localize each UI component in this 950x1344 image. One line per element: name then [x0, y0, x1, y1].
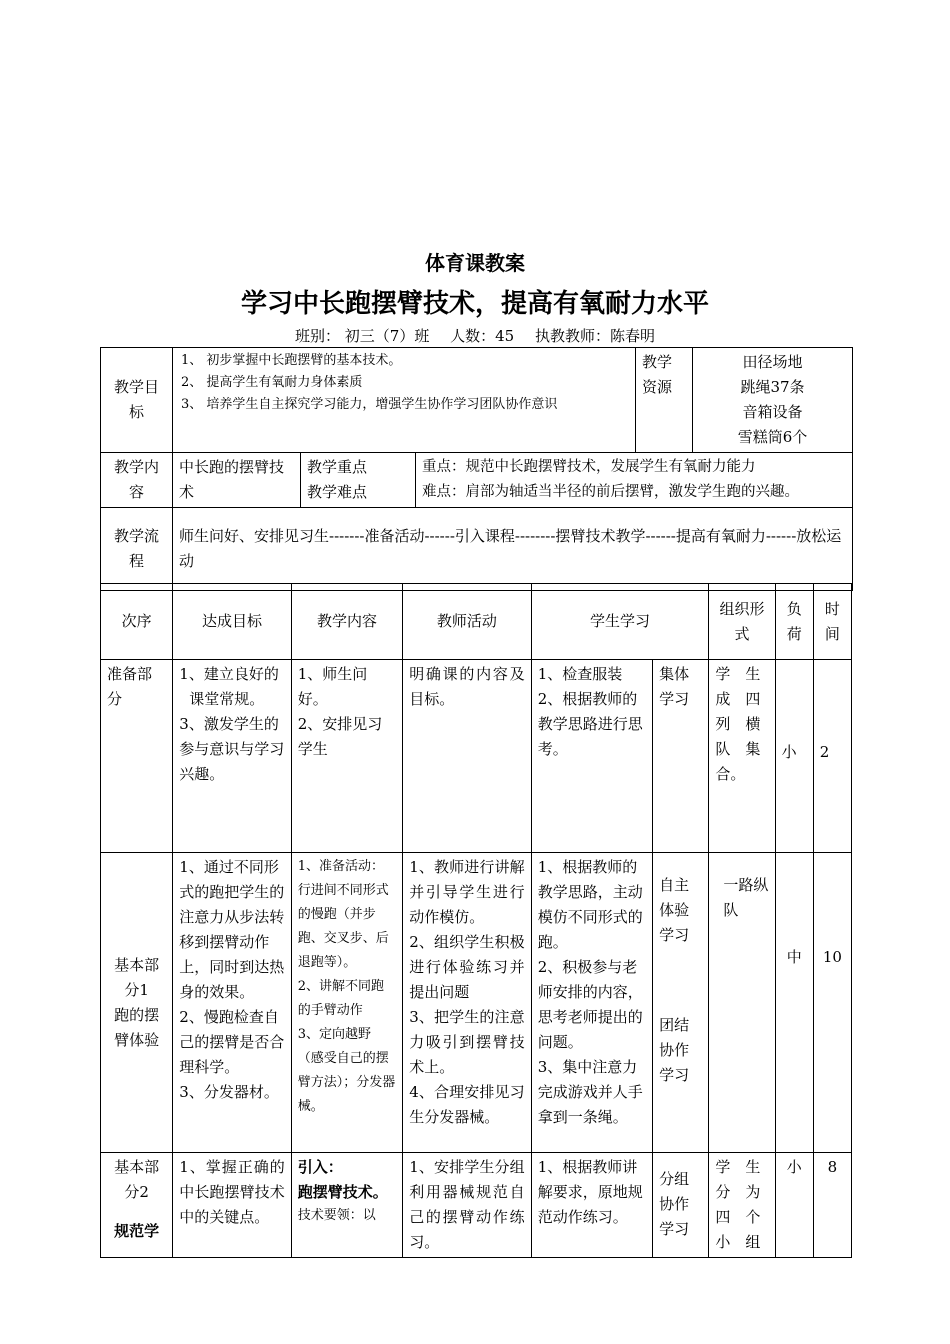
org-line: 成 四	[715, 690, 761, 708]
resource-item: 音箱设备	[742, 403, 803, 421]
teacher-line: 1、安排学生分组利用器械规范自己的摆臂动作练习。	[409, 1158, 525, 1251]
student-line: 1、检查服装	[537, 665, 623, 683]
content-label: 教学内容	[101, 453, 173, 508]
teacher-line: 明确课的内容及目标。	[409, 665, 525, 708]
row-order: 准备部分	[101, 660, 173, 853]
order-line: 跑的摆臂体验	[114, 1005, 160, 1049]
flow-label: 教学流程	[101, 508, 173, 591]
org-line: 学 生	[715, 665, 761, 683]
row-mode	[653, 1153, 709, 1258]
row-teacher	[403, 853, 532, 1153]
order-line: 基本部分2	[114, 1158, 160, 1201]
teacher-line: 3、把学生的注意力吸引到摆臂技术上。	[409, 1008, 525, 1076]
row-content	[291, 853, 402, 1153]
row-load: 中	[775, 853, 813, 1153]
row-goal	[173, 853, 291, 1153]
content-subtitle: 跑摆臂技术。	[297, 1183, 388, 1201]
class-info	[0, 325, 950, 346]
row-mode	[653, 660, 709, 853]
mode-line: 集体学习	[659, 665, 690, 708]
goal-line: 3、分发器材。	[179, 1083, 279, 1101]
row-content	[291, 660, 402, 853]
col-org: 组织形式	[709, 584, 775, 660]
col-load: 负荷	[775, 584, 813, 660]
row-goal	[173, 660, 291, 853]
row-org	[709, 1153, 775, 1258]
lesson-summary-table	[100, 347, 853, 591]
content-value: 中长跑的摆臂技术	[173, 453, 301, 508]
row-load: 小	[775, 1153, 813, 1258]
org-line: 四 个	[715, 1208, 761, 1226]
difficulty-label: 教学难点	[307, 483, 368, 501]
resources-label: 教学资源	[636, 348, 693, 453]
row-student	[531, 853, 652, 1153]
goal-line: 1、掌握正确的中长跑摆臂技术中的关键点。	[179, 1158, 285, 1226]
col-student: 学生学习	[531, 584, 709, 660]
col-order: 次序	[101, 584, 173, 660]
resource-item: 跳绳37条	[740, 378, 805, 396]
order-line: 基本部分1	[114, 955, 160, 999]
table-row	[101, 660, 852, 853]
row-order	[101, 1153, 173, 1258]
teacher-line: 4、合理安排见习生分发器械。	[409, 1083, 525, 1126]
org-line: 合。	[715, 765, 746, 783]
teacher-line: 1、教师进行讲解并引导学生进行动作模仿。	[409, 858, 525, 926]
goal-line: 1、通过不同形式的跑把学生的注意力从步法转移到摆臂动作上，同时到达热身的效果。	[179, 858, 285, 1001]
content-title: 引入：	[297, 1158, 343, 1176]
col-goal: 达成目标	[173, 584, 291, 660]
main-title: 学习中长跑摆臂技术，提高有氧耐力水平	[240, 289, 709, 319]
org-line: 分 为	[715, 1183, 761, 1201]
student-line: 1、根据教师的教学思路，主动模仿不同形式的跑。	[537, 858, 643, 951]
table-row	[101, 1153, 852, 1258]
goal-item: 2、 提高学生有氧耐力身体素质	[181, 375, 363, 390]
teacher-name: 执教教师：陈春明	[534, 327, 655, 345]
row-load: 小	[775, 660, 813, 853]
content-line: 2、安排见习学生	[297, 715, 383, 758]
goal-line: 1、建立良好的	[179, 665, 279, 683]
row-content	[291, 1153, 402, 1258]
goal-line: 3、激发学生的参与意识与学习兴趣。	[179, 715, 285, 783]
row-org	[709, 853, 775, 1153]
goal-item: 1、 初步掌握中长跑摆臂的基本技术。	[181, 353, 402, 368]
flow-text: 师生问好、安排见习生-------准备活动------引入课程--------摆臂技术教学------提高有氧耐力------放松运动	[173, 508, 853, 591]
row-teacher	[403, 1153, 532, 1258]
resources-list	[693, 348, 853, 453]
doc-type-title: 体育课教案	[425, 251, 525, 275]
focus-texts	[416, 453, 853, 508]
student-line: 1、根据教师讲解要求，原地规范动作练习。	[537, 1158, 643, 1226]
student-line: 2、根据教师的教学思路进行思考。	[537, 690, 643, 758]
goal-line: 2、慢跑检查自己的摆臂是否合理科学。	[179, 1008, 285, 1076]
content-line: 3、定向越野（感受自己的摆臂方法）；分发器械。	[297, 1027, 396, 1114]
row-student	[531, 1153, 652, 1258]
student-line: 2、积极参与老师安排的内容，思考老师提出的问题。	[537, 958, 643, 1051]
student-line: 3、集中注意力完成游戏并人手拿到一条绳。	[537, 1058, 643, 1126]
class-label: 班别： 初三（7）班	[294, 327, 430, 345]
focus-label: 教学重点	[307, 458, 368, 476]
row-mode	[653, 853, 709, 1153]
content-line: 2、讲解不同跑的手臂动作	[297, 979, 385, 1018]
goals-list	[173, 348, 636, 453]
student-count: 人数：45	[450, 327, 515, 345]
col-content: 教学内容	[291, 584, 402, 660]
org-line: 小 组	[715, 1233, 761, 1251]
order-line: 规范学	[114, 1222, 160, 1240]
mode-line: 分组协作学习	[659, 1170, 690, 1238]
goals-label: 教学目标	[101, 348, 173, 453]
focus-text: 重点：规范中长跑摆臂技术，发展学生有氧耐力能力	[422, 459, 756, 475]
col-time: 时间	[813, 584, 851, 660]
row-time: 8	[813, 1153, 851, 1258]
resource-item: 雪糕筒6个	[737, 428, 808, 446]
resource-item: 田径场地	[742, 353, 803, 371]
content-line: 技术要领：以	[297, 1208, 376, 1223]
lesson-detail-table	[100, 583, 852, 1258]
org-line: 队 集	[715, 740, 761, 758]
content-line: 1、准备活动：行进间不同形式的慢跑（并步跑、交叉步、后退跑等）。	[297, 859, 389, 970]
goal-line: 课堂常规。	[189, 690, 265, 708]
table-row	[101, 853, 852, 1153]
org-line: 学 生	[715, 1158, 761, 1176]
org-line: 一路纵队	[723, 876, 769, 919]
goal-item: 3、 培养学生自主探究学习能力，增强学生协作学习团队协作意识	[181, 397, 558, 412]
org-line: 列 横	[715, 715, 761, 733]
row-time: 2	[813, 660, 851, 853]
content-line: 1、师生问好。	[297, 665, 368, 708]
teacher-line: 2、组织学生积极进行体验练习并提出问题	[409, 933, 525, 1001]
difficulty-text: 难点：肩部为轴适当半径的前后摆臂，激发学生跑的兴趣。	[422, 484, 799, 500]
focus-labels	[301, 453, 416, 508]
mode-line: 自主体验学习	[659, 876, 690, 944]
row-org	[709, 660, 775, 853]
row-goal	[173, 1153, 291, 1258]
col-teacher: 教师活动	[403, 584, 532, 660]
row-order	[101, 853, 173, 1153]
mode-line: 团结协作学习	[659, 1016, 690, 1084]
row-student	[531, 660, 652, 853]
row-time: 10	[813, 853, 851, 1153]
row-teacher	[403, 660, 532, 853]
